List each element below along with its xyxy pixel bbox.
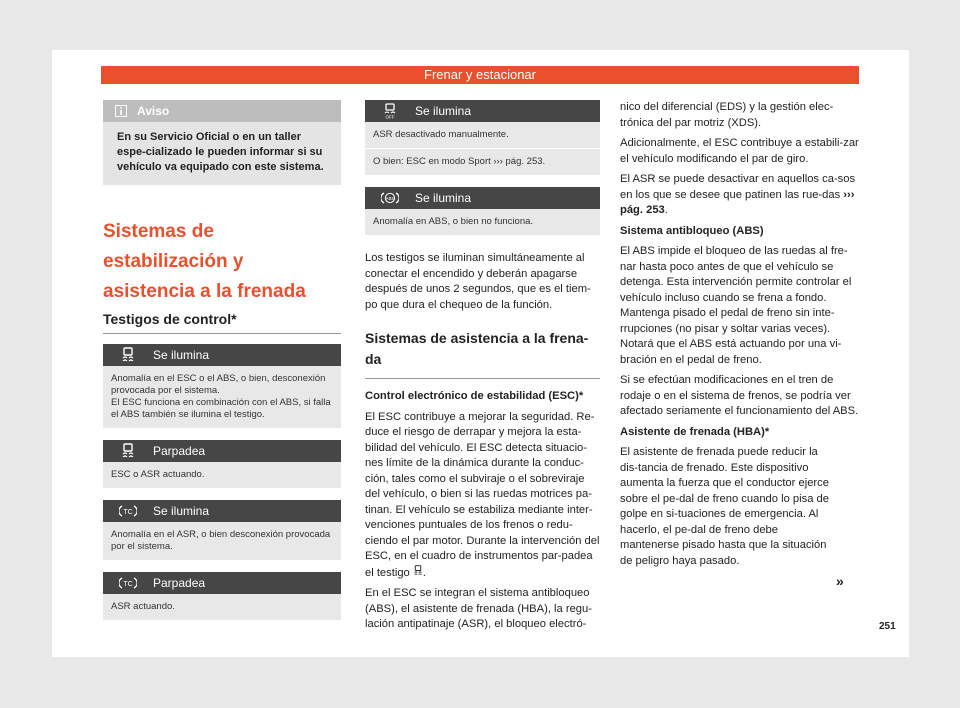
warning-light-abs — [365, 187, 600, 235]
subsection-title-line2: da — [365, 351, 382, 367]
notice-header — [103, 100, 341, 122]
paragraph: En el ESC se integran el sistema antibloqueo (ABS), el asistente de frenada (HBA), la regu-lación antipatinaje (ASR), el bloqueo electró- — [365, 587, 592, 630]
info-icon — [115, 105, 127, 117]
tc-warning-icon — [119, 504, 137, 518]
warning-light-header — [365, 187, 600, 209]
svg-text:TC: TC — [123, 581, 133, 588]
tc-warning-icon — [119, 576, 137, 590]
paragraph: El ESC contribuye a mejorar la seguridad. Re-duce el riesgo de derrapar y mejora la esta-bilidad del vehículo. El ESC detecta situacio-nes límite de la dinámica durante la conduc-ción, tales como el subviraje o el sobreviraje del vehículo, o bien si las ruedas motrices pa-tinan. El vehículo se estabiliza mediante inter-venciones puntuales de los frenos o redu-ciendo el par motor. Durante la intervención del ESC, en el cuadro de instrumentos par-padea el testigo . — [365, 410, 600, 579]
svg-text:ABS: ABS — [385, 195, 395, 201]
esc-warning-icon — [413, 565, 423, 576]
heading-esc: Control electrónico de estabilidad (ESC)* — [365, 390, 584, 402]
section-title-line2: asistencia a la frenada — [103, 281, 306, 302]
warning-light-esc-blink — [103, 440, 341, 488]
warning-light-header — [103, 344, 341, 366]
warning-light-desc-text: Anomalía en el ESC o el ABS, o bien, desconexión provocada por el sistema. — [111, 373, 326, 396]
section-subtitle: Testigos de control* — [103, 307, 341, 334]
warning-light-desc: ASR desactivado manualmente. — [365, 122, 600, 148]
paragraph-text: El ESC contribuye a mejorar la seguridad. Re-duce el riesgo de derrapar y mejora la esta-bilidad del vehículo. El ESC detecta situacio-nes límite de la dinámica durante la conduc-ción, tales como el subviraje o el sobreviraje del vehículo, o bien si las ruedas motrices pa-tinan. El vehículo se estabiliza mediante inter-venciones puntuales de los frenos o redu-ciendo el par motor. Durante la intervención del ESC, en el cuadro de instrumentos par-padea el testigo — [365, 410, 600, 579]
warning-light-label: Parpadea — [153, 444, 206, 458]
subsection-heading — [365, 328, 600, 379]
warning-light-header — [365, 100, 600, 122]
heading-abs: Sistema antibloqueo (ABS) — [620, 224, 764, 237]
page-number: 251 — [879, 621, 896, 632]
warning-light-header — [103, 500, 341, 522]
warning-light-header — [103, 440, 341, 462]
warning-light-desc — [103, 366, 341, 428]
paragraph: Los testigos se iluminan simultáneamente al conectar el encendido y deberán apagarse después de unos 2 segundos, que es el tiem-po que dura el chequeo de la función. — [365, 252, 591, 311]
warning-light-desc-text: El ESC funciona en combinación con el ABS, si falla el ABS también se ilumina el testigo. — [111, 397, 331, 420]
svg-text:OFF: OFF — [385, 114, 395, 119]
paragraph: El ABS impide el bloqueo de las ruedas al fre-nar hasta poco antes de que el vehículo se detenga. Esta intervención permite controlar el vehículo incluso cuando se frena a fondo. Mantenga pisado el pedal de freno sin inte-rrupciones (no pisar y soltar varias veces). Notará que el ABS está actuando por una vi-bración en el pedal de freno. — [620, 245, 852, 366]
warning-light-header — [103, 572, 341, 594]
heading-hba: Asistente de frenada (HBA)* — [620, 425, 770, 438]
paragraph: nico del diferencial (EDS) y la gestión elec-trónica del par motriz (XDS). — [620, 101, 834, 129]
warning-light-desc: Anomalía en el ASR, o bien desconexión provocada por el sistema. — [103, 522, 341, 560]
warning-light-esc-off — [365, 100, 600, 175]
esc-warning-icon — [121, 347, 135, 363]
section-title-line1: Sistemas de estabilización y — [103, 221, 244, 272]
esc-warning-icon — [121, 443, 135, 459]
warning-light-label: Se ilumina — [153, 348, 210, 362]
paragraph: El asistente de frenada puede reducir la dis-tancia de frenado. Este dispositivo aumenta la fuerza que el conductor ejerce sobre el pe-dal de freno cuando lo pisa de golpe en si-tuaciones de emergencia. Al hacerlo, el pe-dal de freno debe mantenerse pisado hasta que la situación de peligro haya pasado. — [620, 446, 829, 567]
paragraph: Si se efectúan modificaciones en el tren de rodaje o en el sistema de frenos, se podría ver afectado seriamente el funcionamiento del ABS. — [620, 374, 859, 417]
subsection-title-line1: Sistemas de asistencia a la frena- — [365, 330, 589, 346]
chapter-header: Frenar y estacionar — [101, 66, 859, 84]
warning-light-label: Se ilumina — [415, 191, 472, 205]
warning-light-tc-blink — [103, 572, 341, 620]
page-reference-link[interactable]: ››› pág. 253 — [620, 188, 855, 216]
warning-light-desc: Anomalía en ABS, o bien no funciona. — [365, 209, 600, 235]
warning-light-label: Se ilumina — [153, 504, 210, 518]
svg-text:TC: TC — [123, 509, 133, 516]
continue-marker: » — [836, 573, 844, 589]
column-left — [103, 100, 341, 632]
warning-light-label: Se ilumina — [415, 104, 472, 118]
paragraph: El ASR se puede desactivar en aquellos ca-sos en los que se desee que patinen las rue-das ››› pág. 253. — [620, 173, 856, 216]
column-middle — [365, 100, 600, 638]
paragraph-text: El ASR se puede desactivar en aquellos ca-sos en los que se desee que patinen las rue-das — [620, 173, 856, 201]
paragraph: Adicionalmente, el ESC contribuye a estabili-zar el vehículo modificando el par de giro. — [620, 137, 859, 165]
warning-light-desc: ASR actuando. — [103, 594, 341, 620]
notice-body: En su Servicio Oficial o en un taller espe-cializado le pueden informar si su vehículo va equipado con este sistema. — [117, 131, 324, 173]
esc-off-icon — [383, 103, 397, 119]
warning-light-desc: ESC o ASR actuando. — [103, 462, 341, 488]
notice-title: Aviso — [137, 104, 170, 118]
warning-light-label: Parpadea — [153, 576, 206, 590]
warning-light-esc-on — [103, 344, 341, 428]
notice-box — [103, 100, 341, 185]
warning-light-desc: O bien: ESC en modo Sport ››› pág. 253. — [365, 148, 600, 175]
warning-light-tc-on — [103, 500, 341, 560]
abs-warning-icon — [381, 191, 399, 205]
column-right — [620, 100, 860, 574]
